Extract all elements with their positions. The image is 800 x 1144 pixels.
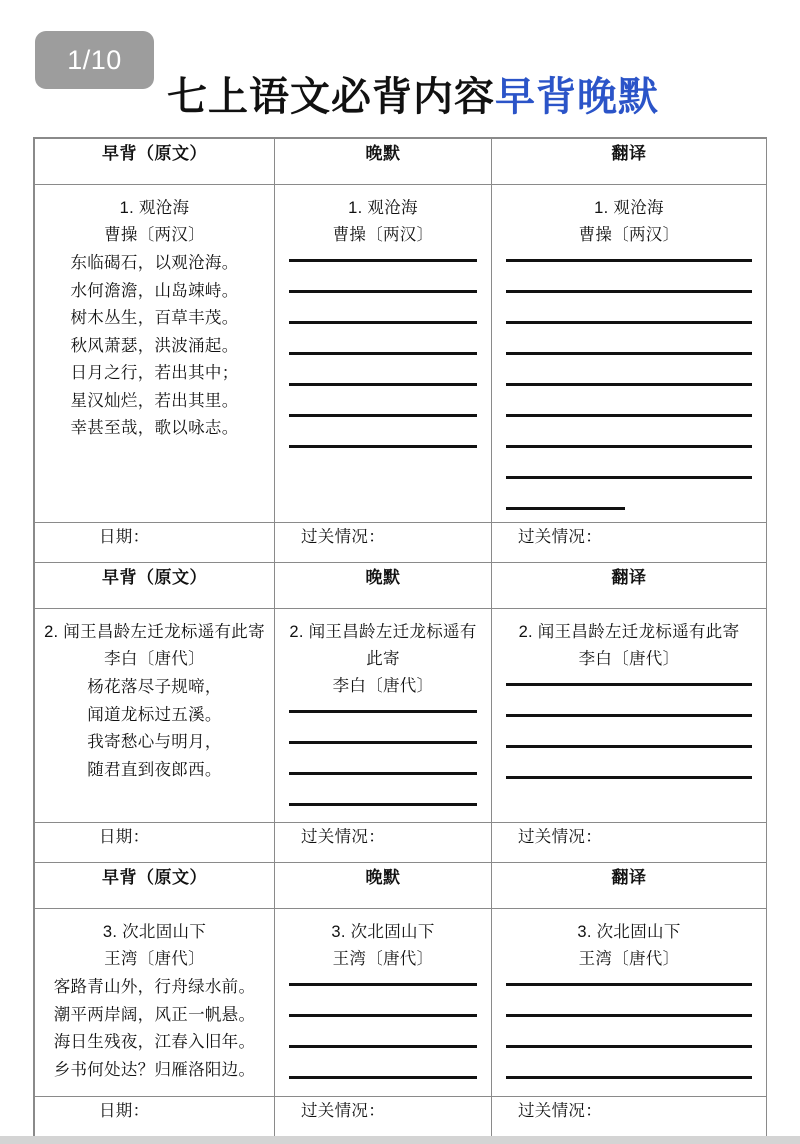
writing-rule[interactable] [506,1076,752,1079]
writing-rule[interactable] [289,352,477,355]
poem-line: 闻道龙标过五溪。 [87,705,222,724]
section-content-row [35,609,767,823]
page-number-label: 1/10 [67,44,122,75]
original-cell [35,609,275,823]
poem-line: 随君直到夜郎西。 [87,760,222,779]
writing-rule[interactable] [289,803,477,806]
header-translation: 翻译 [492,563,767,609]
section-meta-row [35,523,767,563]
page-title [0,72,800,122]
writing-rules[interactable] [283,983,483,1079]
writing-rule[interactable] [289,290,477,293]
poem-title: 2. 闻王昌龄左迁龙标遥有此寄 [44,623,265,641]
section-content-row [35,909,767,1097]
poem-line: 树木丛生，百草丰茂。 [70,309,239,327]
poem-body [43,674,266,784]
poem-author: 李白〔唐代〕 [578,650,680,668]
writing-rule[interactable] [506,745,752,748]
poem-title: 1. 观沧海 [119,199,190,217]
header-translation: 翻译 [492,863,767,909]
page-title-highlight: 早背晚默 [495,73,659,120]
writing-rule-partial[interactable] [506,507,625,510]
poem-line: 潮平两岸阔，风正一帆悬。 [53,1005,256,1024]
writing-rule[interactable] [289,383,477,386]
poem-line: 秋风萧瑟，洪波涌起。 [70,336,239,355]
writing-rule[interactable] [506,1014,752,1017]
poem-line: 东临碣石，以观沧海。 [70,254,239,272]
writing-rule[interactable] [506,445,752,448]
poem-line: 海日生残夜，江春入旧年。 [53,1033,256,1051]
status-dictation-label[interactable]: 过关情况： [275,823,492,863]
poem-author: 曹操〔两汉〕 [578,226,680,244]
writing-rules[interactable] [500,259,758,510]
section-header-row [35,563,767,609]
status-translation-label[interactable]: 过关情况： [492,823,767,863]
writing-rule[interactable] [289,445,477,448]
header-dictation: 晚默 [275,863,492,909]
poem-author: 李白〔唐代〕 [104,650,205,668]
section-meta-row [35,823,767,863]
status-dictation-label[interactable]: 过关情况： [275,523,492,563]
writing-rule[interactable] [289,983,477,986]
poem-title: 2. 闻王昌龄左迁龙标遥有此寄 [518,623,740,641]
writing-rule[interactable] [506,414,752,417]
translation-cell[interactable] [492,909,767,1097]
poem-line: 幸甚至哉，歌以咏志。 [70,419,239,437]
worksheet-body [35,139,767,1137]
header-original: 早背（原文） [35,563,275,609]
header-dictation: 晚默 [275,139,492,185]
memorization-table [33,137,767,1138]
poem-title: 1. 观沧海 [348,199,418,217]
writing-rules[interactable] [500,683,758,779]
writing-rule[interactable] [289,1076,477,1079]
poem-author: 曹操〔两汉〕 [104,226,205,244]
writing-rule[interactable] [506,776,752,779]
writing-rule[interactable] [506,714,752,717]
writing-rule[interactable] [289,772,477,775]
poem-line: 客路青山外，行舟绿水前。 [53,978,256,996]
header-original: 早背（原文） [35,139,275,185]
writing-rule[interactable] [289,259,477,262]
writing-rule[interactable] [506,352,752,355]
poem-line: 水何澹澹，山岛竦峙。 [70,281,239,300]
poem-line: 我寄愁心与明月， [87,733,222,751]
header-translation: 翻译 [492,139,767,185]
poem-line: 杨花落尽子规啼， [87,678,222,696]
writing-rule[interactable] [506,983,752,986]
poem-body [43,250,266,443]
section-header-row [35,139,767,185]
dictation-cell[interactable] [275,909,492,1097]
date-label[interactable]: 日期： [35,823,275,863]
writing-rules[interactable] [283,710,483,806]
status-translation-label[interactable]: 过关情况： [492,523,767,563]
poem-author: 曹操〔两汉〕 [332,226,434,244]
writing-rule[interactable] [289,710,477,713]
original-cell [35,185,275,523]
dictation-cell[interactable] [275,609,492,823]
section-header-row [35,863,767,909]
poem-line: 日月之行，若出其中； [70,364,239,382]
section-content-row [35,185,767,523]
writing-rule[interactable] [289,1014,477,1017]
writing-rule[interactable] [289,1045,477,1048]
poem-author: 李白〔唐代〕 [332,677,434,695]
writing-rule[interactable] [289,414,477,417]
dictation-cell[interactable] [275,185,492,523]
header-original: 早背（原文） [35,863,275,909]
writing-rule[interactable] [506,683,752,686]
poem-line: 星汉灿烂，若出其里。 [70,391,239,410]
poem-author: 王湾〔唐代〕 [332,950,434,968]
poem-line: 乡书何处达？归雁洛阳边。 [53,1060,256,1079]
poem-title: 3. 次北固山下 [102,923,207,941]
writing-rules[interactable] [283,259,483,448]
date-label[interactable]: 日期： [35,1097,275,1137]
writing-rule[interactable] [506,476,752,479]
writing-rule[interactable] [506,321,752,324]
status-translation-label[interactable]: 过关情况： [492,1097,767,1137]
poem-title: 3. 次北固山下 [331,923,435,941]
poem-author: 王湾〔唐代〕 [578,950,680,968]
writing-rules[interactable] [500,983,758,1079]
bottom-edge-strip [0,1136,800,1144]
writing-rule[interactable] [506,1045,752,1048]
original-cell [35,909,275,1097]
writing-rule[interactable] [506,290,752,293]
date-label[interactable]: 日期： [35,523,275,563]
writing-rule[interactable] [506,383,752,386]
translation-cell[interactable] [492,185,767,523]
poem-author: 王湾〔唐代〕 [104,950,205,968]
poem-title: 3. 次北固山下 [577,923,681,941]
worksheet-grid [34,138,767,1137]
writing-rule[interactable] [506,259,752,262]
writing-rule[interactable] [289,741,477,744]
writing-rule[interactable] [289,321,477,324]
page-title-main: 七上语文必背内容 [167,73,495,120]
translation-cell[interactable] [492,609,767,823]
poem-body [43,974,266,1084]
status-dictation-label[interactable]: 过关情况： [275,1097,492,1137]
header-dictation: 晚默 [275,563,492,609]
section-meta-row [35,1097,767,1137]
poem-title: 1. 观沧海 [594,199,664,217]
poem-title: 2. 闻王昌龄左迁龙标遥有此寄 [289,623,477,668]
